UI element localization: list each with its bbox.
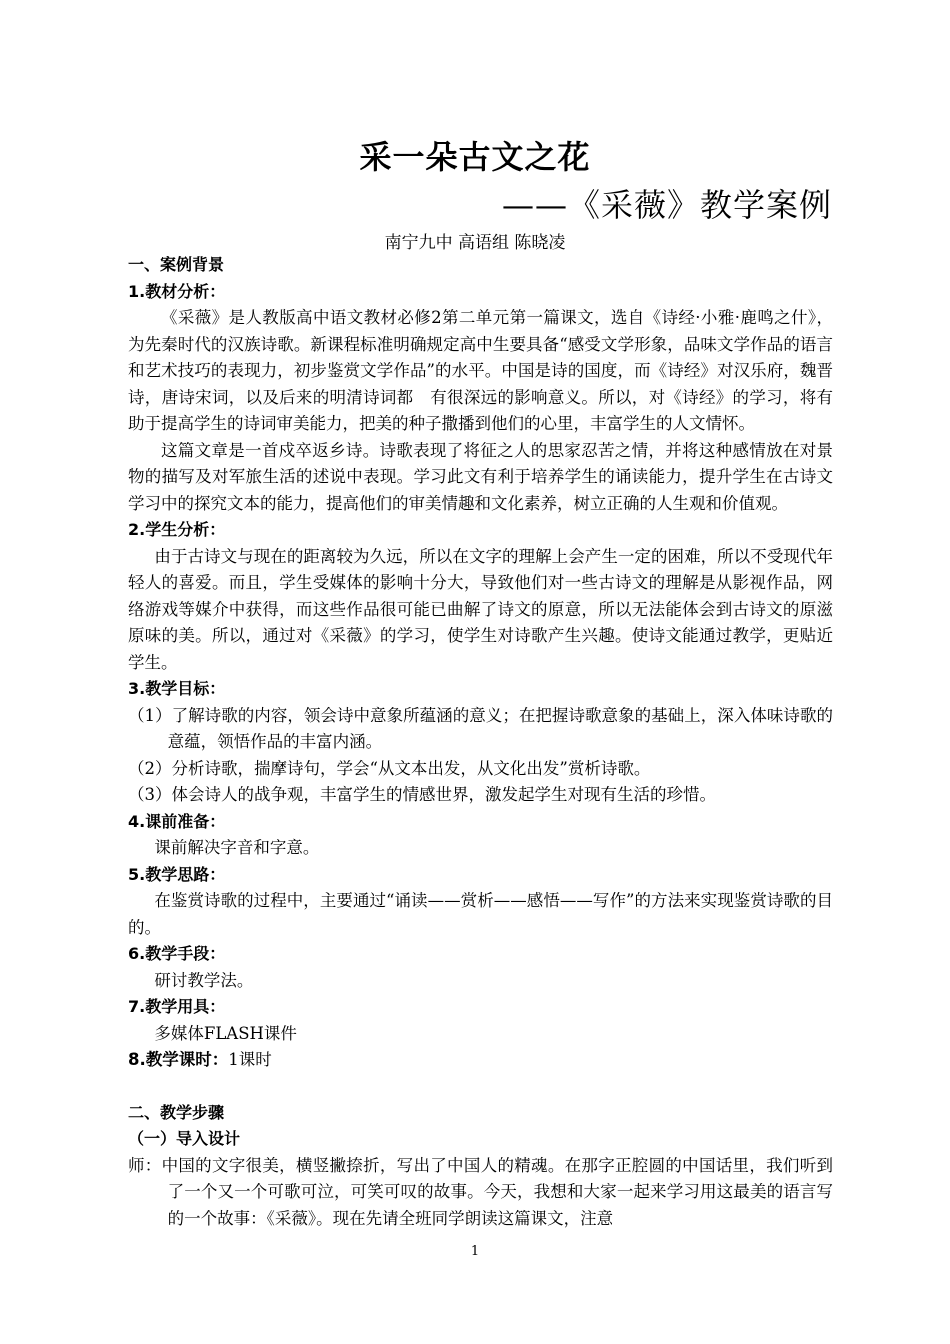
subheading-teaching-means: 6.教学手段：	[128, 944, 226, 963]
paragraph-teaching-approach: 在鉴赏诗歌的过程中，主要通过“诵读——赏析——感悟——写作”的方法来实现鉴赏诗歌的目的。	[128, 891, 833, 937]
class-hours-value: 1课时	[228, 1050, 272, 1069]
page-title: 采一朵古文之花	[359, 138, 591, 176]
goal-item-1: （1）了解诗歌的内容，领会诗中意象所蕴涵的意义；在把握诗歌意象的基础上，深入体味诗歌的意蕴，领悟作品的丰富内涵。	[128, 705, 833, 751]
paragraph-teaching-tools: 多媒体FLASH课件	[154, 1023, 297, 1043]
paragraph-preparation: 课前解决字音和字意。	[154, 838, 320, 857]
subheading-teaching-approach: 5.教学思路：	[128, 864, 226, 884]
page-number: 1	[470, 1244, 480, 1259]
goal-item-3: （3）体会诗人的战争观，丰富学生的情感世界，激发起学生对现有生活的珍惜。	[128, 785, 716, 804]
author-byline: 南宁九中 高语组 陈晓凌	[384, 233, 566, 253]
class-hours-line	[128, 1047, 833, 1074]
paragraph-teaching-means: 研讨教学法。	[154, 970, 254, 990]
spacer	[128, 1074, 833, 1100]
subheading-teaching-goals: 3.教学目标：	[128, 679, 226, 698]
subheading-teaching-tools: 7.教学用具：	[128, 997, 226, 1016]
paragraph-student-analysis: 由于古诗文与现在的距离较为久远，所以在文字的理解上会产生一定的困难，所以不受现代年轻人的喜爱。而且，学生受媒体的影响十分大，导致他们对一些古诗文的理解是从影视作品，网络游戏等媒介中获得，而这些作品很可能已曲解了诗文的原意，所以无法能体会到古诗文的原滋原味的美。所以，通过对《采薇》的学习，使学生对诗歌产生兴趣。使诗文能通过教学，更贴近学生。	[128, 546, 833, 672]
subheading-textbook-analysis: 1.教材分析：	[128, 281, 226, 301]
paragraph-intro-design: 师：中国的文字很美，横竖撇捺折，写出了中国人的精魂。在那字正腔圆的中国话里，我们听到了一个又一个可歌可泣，可笑可叹的故事。今天，我想和大家一起来学习用这最美的语言写的一个故事：《采薇》。现在先请全班同学朗读这篇课文，注意	[128, 1155, 833, 1228]
paragraph-textbook-analysis-1: 《采薇》是人教版高中语文教材必修2第二单元第一篇课文，选自《诗经·小雅·鹿鸣之什》，为先秦时代的汉族诗歌。新课程标准明确规定高中生要具备“感受文学形象，品味文学作品的语言和艺术技巧的表现力，初步鉴赏文学作品”的水平。中国是诗的国度，而《诗经》对汉乐府，魏晋诗，唐诗宋词，以及后来的明清诗词都 有很深远的影响意义。所以，对《诗经》的学习，将有助于提高学生的诗词审美能力，把美的种子撒播到他们的心里，丰富学生的人文情怀。	[128, 308, 833, 433]
goal-item-2: （2）分析诗歌，揣摩诗句，学会“从文本出发，从文化出发”赏析诗歌。	[128, 758, 651, 778]
subheading-preparation: 4.课前准备：	[128, 811, 226, 831]
paragraph-textbook-analysis-2: 这篇文章是一首戍卒返乡诗。诗歌表现了将征之人的思家忍苦之情，并将这种感情放在对景物的描写及对军旅生活的述说中表现。学习此文有利于培养学生的诵读能力，提升学生在古诗文学习中的探究文本的能力，提高他们的审美情趣和文化素养，树立正确的人生观和价值观。	[128, 440, 833, 513]
page-subtitle: ——《采薇》教学案例	[501, 186, 832, 224]
subheading-intro-design: （一）导入设计	[128, 1129, 241, 1148]
section-heading-steps: 二、教学步骤	[128, 1102, 225, 1122]
section-heading-background: 一、案例背景	[128, 255, 225, 274]
subheading-class-hours: 8.教学课时：	[128, 1050, 229, 1069]
subheading-student-analysis: 2.学生分析：	[128, 520, 226, 539]
document-body	[128, 252, 833, 1232]
